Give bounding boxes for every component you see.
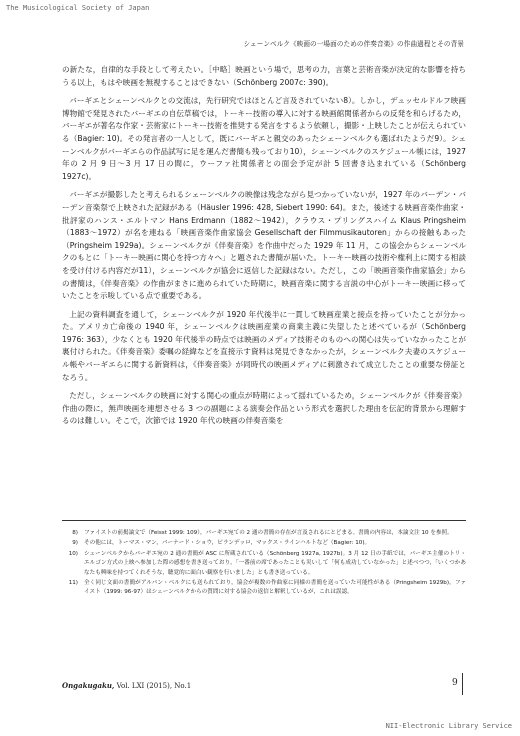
footnote-number: 8) [72,530,78,536]
footnote [62,529,466,538]
paragraph: ただし，シェーンベルクの映画に対する関心の重点が時期によって揺れているため，シェーンベルクが《伴奏音楽》作曲の際に，無声映画を連想させる 3 つの副題による演奏会作品という形式を選択した理由を伝記的背景から理解するのは難しい。そこで，次節では 1920 年代の映画の伴奏音楽を [62,391,466,426]
paragraph: バーギエとシェーンベルクとの交流は，先行研究ではほとんど言及されていない8）。しかし，デュッセルドルフ映画博物館で発見されたバーギエの自伝草稿では，トーキー技術の導入に対する映画館関係者からの反発を和らげるため，バーギエが著名な作家・芸術家にトーキー技術を推奨する発言をするよう依頼し，撮影・上映したことが伝えられている（Bagier: 10)。その発言者の一人として，既にバーギエと親交のあったシェーンベルクも選ばれたようだ9）。シェーンベルクがバーギエらの作品試写に足を運んだ書簡も残っており10），シェーンベルクのスケジュール帳には，1927 年の 2 月 9 日〜3 月 17 日の間に，ウーファ社関係者との面会予定が計 5 回書き込まれている（Schönberg 1927c)。 [62,96,466,181]
footnote [62,579,466,598]
footnote-divider [62,520,466,521]
footnote-text: 全く同じ文面の書簡がアルバン・ベルクにも送られており，協会が複数の作曲家に同様の書簡を送っていた可能性がある（Pringsheim 1929b)。ファイスト（1999: 96-97）はシェーンベルクからの質問に対する協会の返信と解釈しているが，これは誤認。 [84,580,466,596]
watermark-top: The Musicological Society of Japan [6,4,150,12]
footnote-number: 10) [68,550,78,557]
watermark-bottom: NII-Electronic Library Service [385,722,512,730]
running-header: シェーンベルク《映画の一場面のための伴奏音楽》の作曲過程とその背景 [243,40,464,48]
journal-citation [62,681,191,690]
footnote-number: 11) [68,580,78,587]
paragraph: の新たな，自律的な手段として考えたい。［中略］映画という場で，思考の力，言葉と芸術音楽が決定的な影響を持ちうる以上，もはや映画を無視することはできない（Schönberg 2007c: 390)。 [62,65,466,87]
page-number-rule [462,673,463,695]
paragraph: バーギエが撮影したと考えられるシェーンベルクの映像は残念ながら見つかっていないが，1927 年のバーデン・バーデン音楽祭で上映された記録がある（Häusler 1996: 428, Siebert 1990: 64)。また，後述する映画音楽作曲家・批評家のハンス・エルトマン Hans Erdmann（1882〜1942），クラウス・プリングスハイム Klaus Pringsheim（1883〜1972）が名を連ねる「映画音楽作曲家協会 Gesellschaft der Filmmusikautoren」からの接触もあった（Pringsheim 1929a)。シェーンベルクが《伴奏音楽》を作曲中だった 1929 年 11 月，この協会からシェーンベルクのもとに「トーキー映画に関心を持つ方々へ」と題された書簡が届いた。トーキー映画の技術や権利上に関する相談を受け付ける内容だが11），シェーンベルクが協会に返信した記録はない。ただし，この「映画音楽作曲家協会」からの書簡は，《伴奏音楽》の作曲がまさに進められていた時期に，映画音楽に関する言説の中心がトーキー映画に移っていたことを示唆している点で重要である。 [62,190,466,301]
journal-volume: Vol. LXI (2015), No.1 [116,682,192,690]
footnote-text: シェーンベルクからバーギエ宛の 2 通の書簡が ASC に所蔵されている（Schönberg 1927a, 1927b)。3 月 12 日の手紙では，バーギエ主催のトリ・エルゴン方式の上映へ参加した際の感想を書き送っており，「一番前の席であったことも災いして「何も成功していなかった」と述べつつ，「いくつかあなたも興味を持つてくれそうな，聴覚的に面白い観察を行いました」とも書き送っている。 [84,550,466,576]
paragraph: 上記の資料調査を通して，シェーンベルクが 1920 年代後半に一貫して映画産業と接点を持っていたことが分かった。アメリカ亡命後の 1940 年，シェーンベルクは映画産業の商業主義に失望したと述べているが（Schönberg 1976: 363），少なくとも 1920 年代後半の時点では映画のメディア技術そのものへの関心は失っていなかったことが裏付けられた。《伴奏音楽》委嘱の経緯などを直接示す資料は発見できなかったが，シェーンベルク夫妻のスケジュール帳やバーギエらに関する新資料は，《伴奏音楽》が同時代の映画メディアに刺激されて成立したことの重要な傍証となろう。 [62,309,466,382]
footnote [62,539,466,548]
footnote-text: その他には，トーマス・マン，バーナード・ショウ，ピランデッロ，マックス・ラインハルトなど（Bagier: 10)。 [84,540,371,547]
body-text [62,64,466,434]
footnotes [62,529,466,599]
journal-name: Ongakugaku, [62,681,115,690]
footnote-text: ファイストの前掲論文で（Feisst 1999: 109），バーギエ宛ての 2 通の書簡の存在が言及されるにとどまる。書簡の内容は，本論文注 10 を参照。 [84,530,453,536]
footnote-number: 9) [72,540,78,547]
footnote [62,550,466,578]
page-number: 9 [452,678,458,688]
